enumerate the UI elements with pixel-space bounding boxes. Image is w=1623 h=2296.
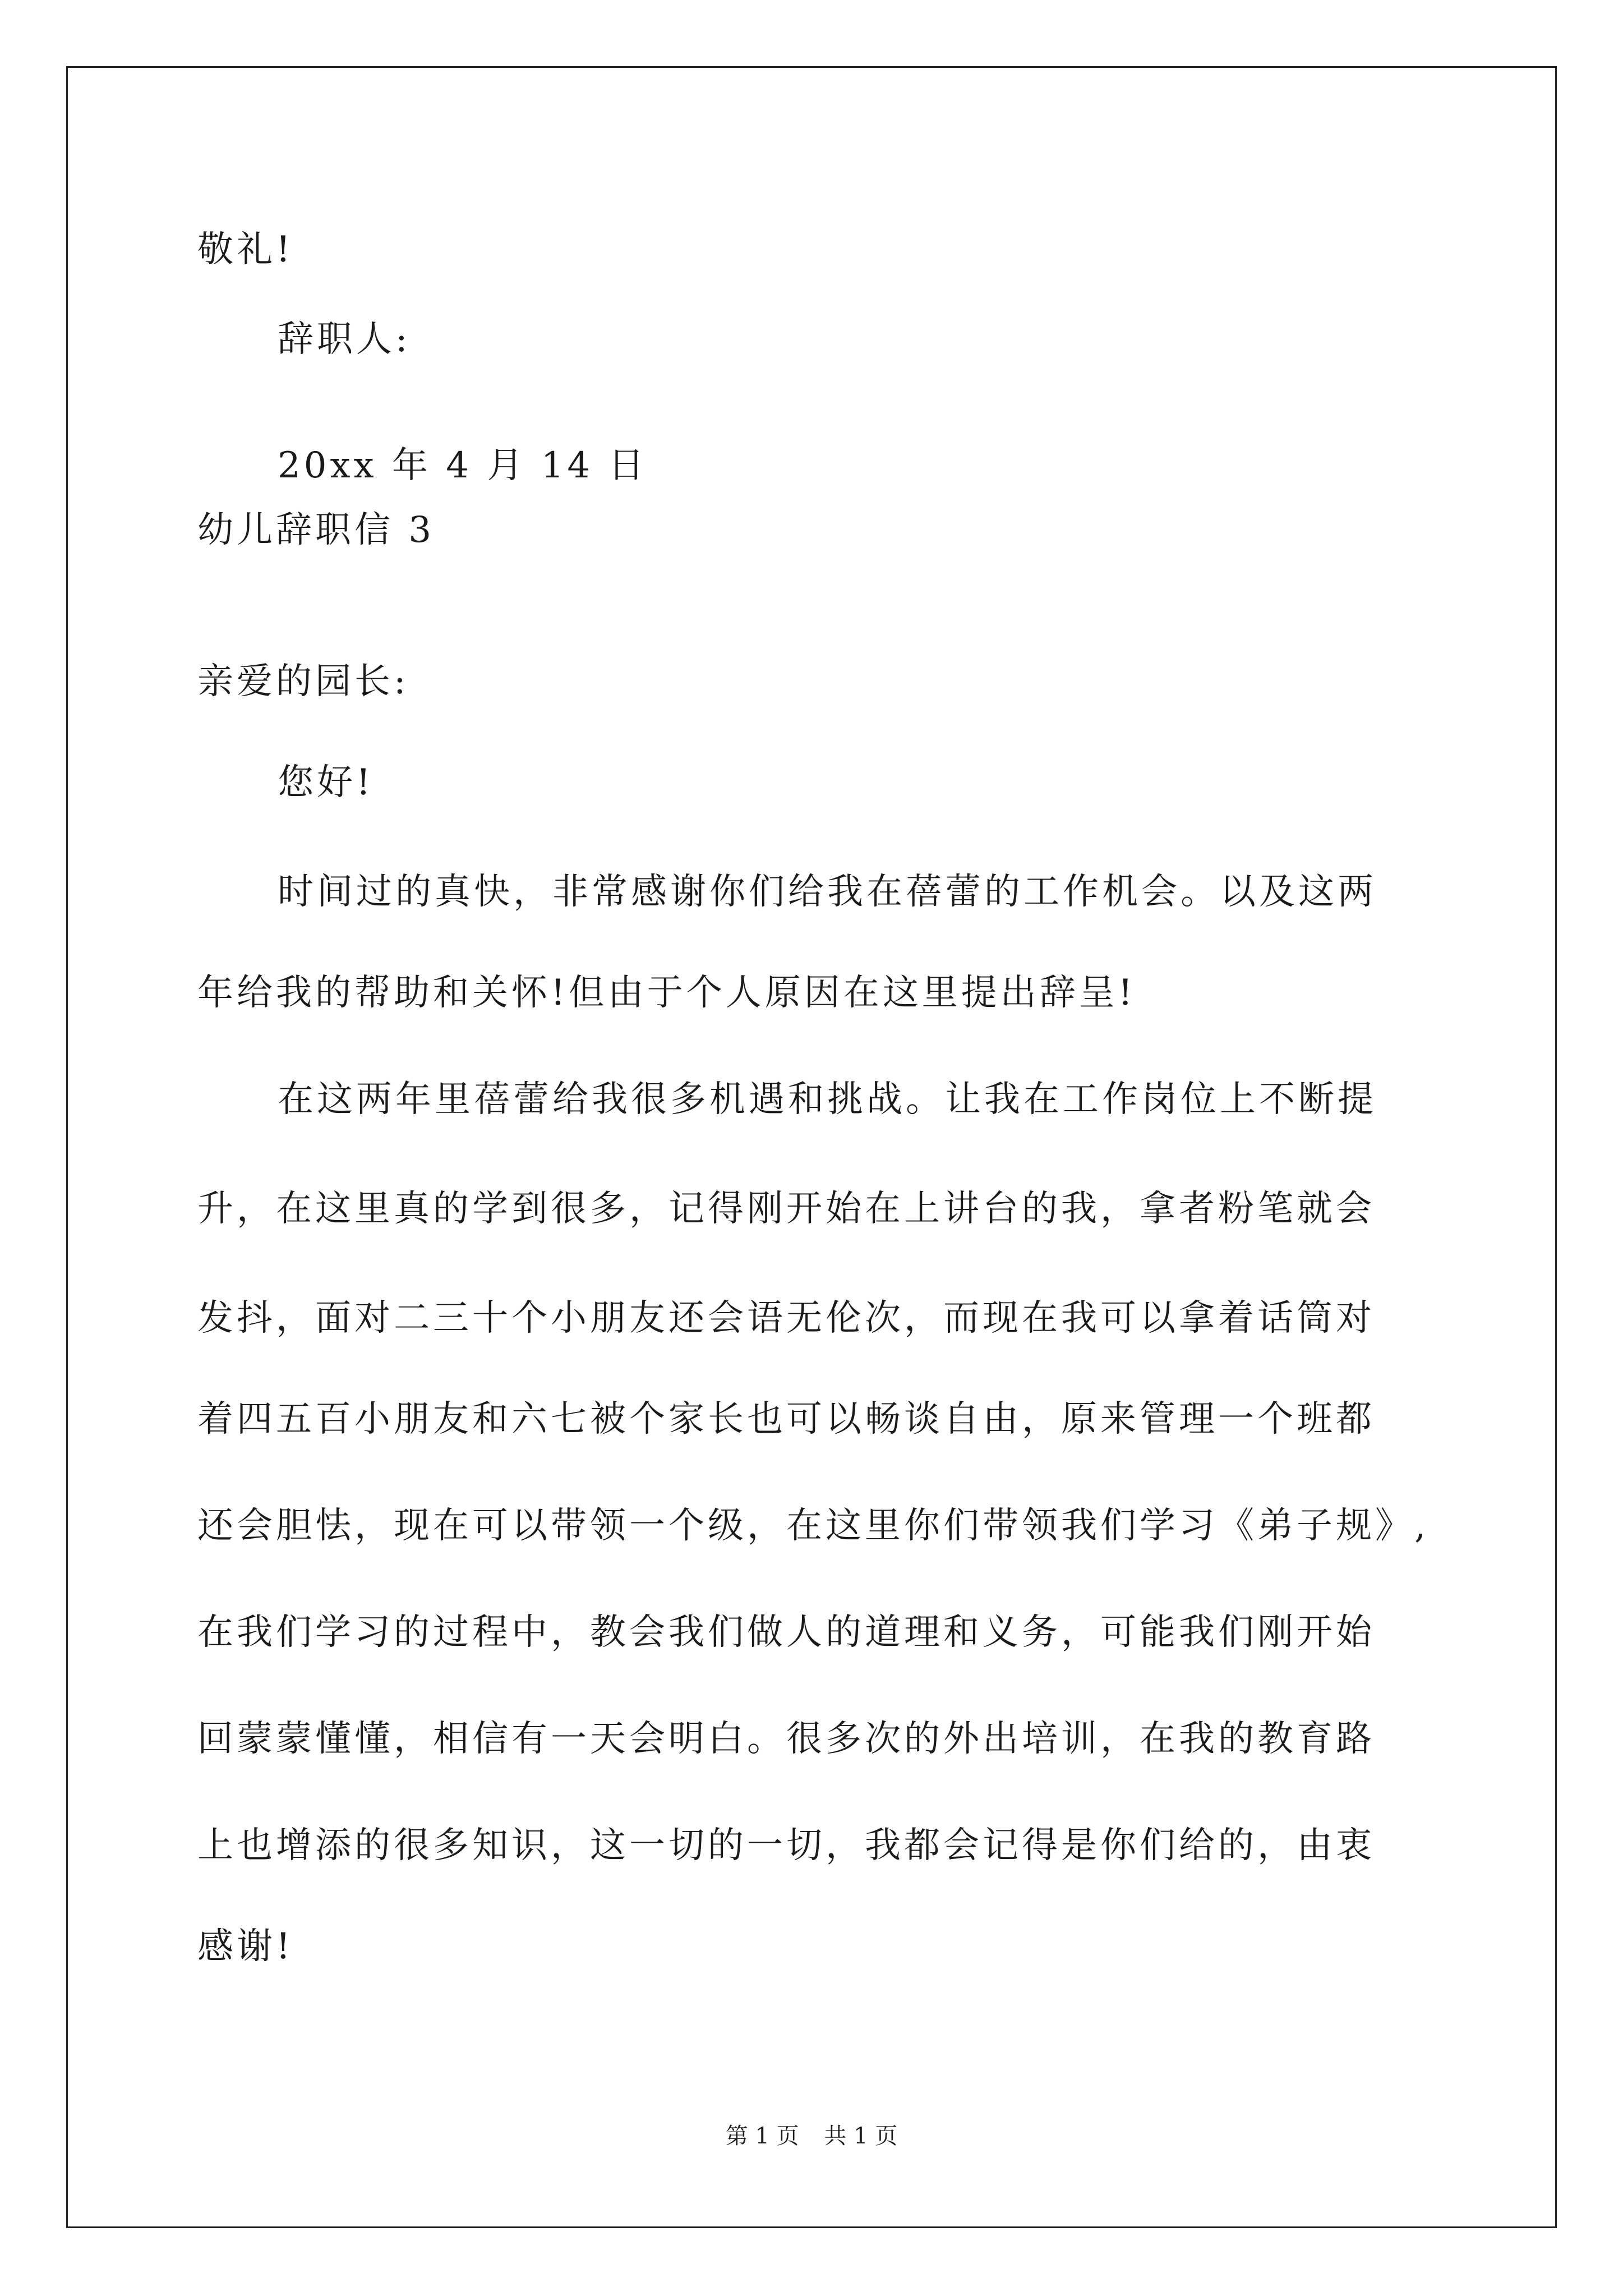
body-text-line: 感谢! (197, 1926, 294, 1967)
page-footer (0, 2122, 1623, 2150)
closing-salutation: 敬礼! (197, 229, 294, 270)
page-total: 共 1 页 (824, 2123, 898, 2149)
body-text-line: 发抖，面对二三十个小朋友还会语无伦次，而现在我可以拿着话筒对 (197, 1297, 1375, 1339)
body-text-line: 回蒙蒙懂懂，相信有一天会明白。很多次的外出培训，在我的教育路 (197, 1718, 1375, 1760)
body-text-line: 着四五百小朋友和六七被个家长也可以畅谈自由，原来管理一个班都 (197, 1398, 1375, 1440)
greeting-line: 您好! (278, 762, 374, 803)
body-text-line: 上也增添的很多知识，这一切的一切，我都会记得是你们给的，由衷 (197, 1825, 1375, 1866)
body-text-line: 还会胆怯，现在可以带领一个级，在这里你们带领我们学习《弟子规》, (197, 1505, 1430, 1547)
signature-label: 辞职人: (278, 319, 411, 360)
letter-date: 20xx 年 4 月 14 日 (278, 445, 648, 486)
page-border (66, 66, 1557, 2228)
letter-heading: 幼儿辞职信 3 (197, 509, 435, 551)
recipient-line: 亲爱的园长: (197, 661, 409, 702)
body-text-line: 在我们学习的过程中，教会我们做人的道理和义务，可能我们刚开始 (197, 1612, 1375, 1653)
body-text-line: 时间过的真快，非常感谢你们给我在蓓蕾的工作机会。以及这两 (278, 871, 1377, 913)
body-text-line: 升，在这里真的学到很多，记得刚开始在上讲台的我，拿者粉笔就会 (197, 1188, 1375, 1230)
body-text-line: 年给我的帮助和关怀!但由于个人原因在这里提出辞呈! (197, 972, 1136, 1014)
page-number: 第 1 页 (725, 2123, 799, 2149)
body-text-line: 在这两年里蓓蕾给我很多机遇和挑战。让我在工作岗位上不断提 (278, 1079, 1377, 1120)
